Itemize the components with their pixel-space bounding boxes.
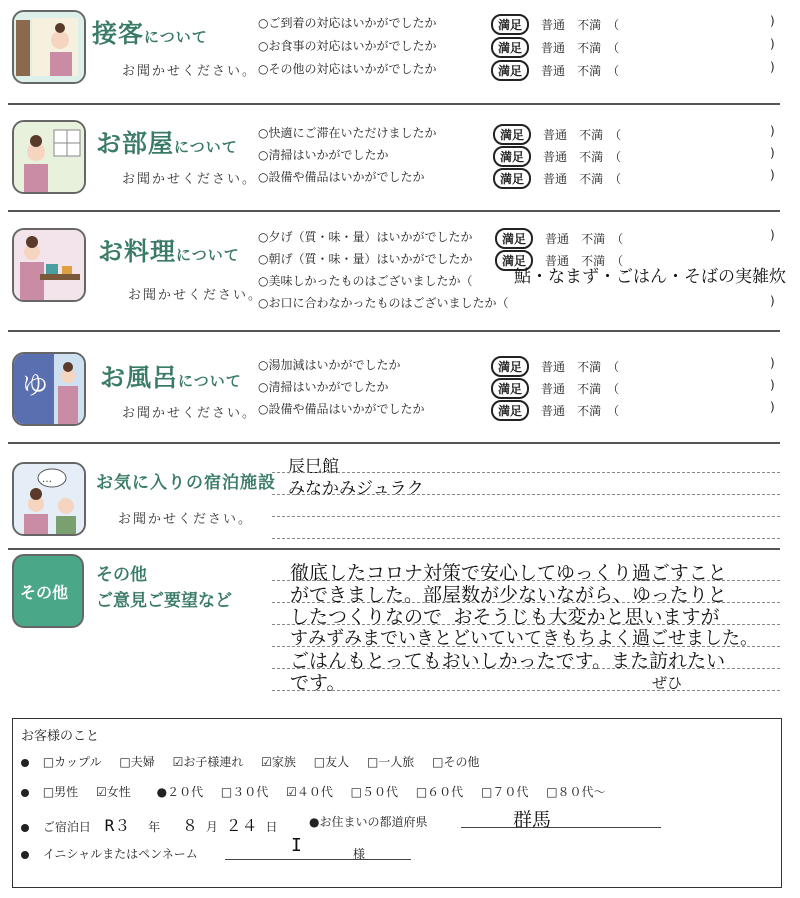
rating-good-circled[interactable]: 満足 xyxy=(495,250,533,271)
section-divider xyxy=(8,442,780,444)
comment-line[interactable]: ごはんもとってもおいしかったです。また訪れたい xyxy=(290,650,726,672)
paren-close: ) xyxy=(770,168,775,182)
stay-month-field[interactable]: ８ xyxy=(181,816,198,835)
checkbox-option[interactable]: □一人旅 xyxy=(366,755,415,769)
bullet-icon xyxy=(21,851,29,859)
favorite-entry[interactable]: みなかみジュラク xyxy=(288,479,424,499)
favorite-illustration xyxy=(12,462,86,536)
section-subtitle: お聞かせください。 xyxy=(128,288,264,303)
checkbox-option[interactable]: □３０代 xyxy=(220,785,269,799)
rating-good-circled[interactable]: 満足 xyxy=(493,146,531,167)
rating-options[interactable]: 満足 普通 不満 （ xyxy=(496,60,619,81)
bath-illustration xyxy=(12,352,86,426)
question-text: ○朝げ（質・味・量）はいかがでしたか xyxy=(258,252,473,266)
checkbox-option[interactable]: □５０代 xyxy=(350,785,399,799)
month-unit: 月 xyxy=(205,820,218,834)
paren-close: ) xyxy=(770,37,775,51)
bullet-icon xyxy=(21,759,29,767)
question-text: ○設備や備品はいかがでしたか xyxy=(258,170,425,184)
gender-age-row xyxy=(21,783,620,800)
section-subtitle: お聞かせください。 xyxy=(122,64,258,79)
paren-close: ) xyxy=(770,356,775,370)
section-title-bath: お風呂について xyxy=(100,363,242,392)
question-text: ○美味しかったものはございましたか（ xyxy=(258,274,473,288)
initial-underline xyxy=(225,859,411,860)
stay-day-field[interactable]: ２４ xyxy=(225,816,258,835)
rating-options[interactable]: 満足 普通 不満 （ xyxy=(496,400,619,421)
comment-insertion[interactable]: ぜひ xyxy=(652,674,683,692)
reception-illustration xyxy=(12,10,86,84)
prefecture-field[interactable]: 群馬 xyxy=(513,809,552,831)
checkbox-option[interactable]: ☑家族 xyxy=(261,755,296,769)
rating-good-circled[interactable]: 満足 xyxy=(493,124,531,145)
rating-good-circled[interactable]: 満足 xyxy=(491,400,529,421)
stay-era-field[interactable]: R３ xyxy=(104,816,131,835)
rating-good-circled[interactable]: 満足 xyxy=(491,14,529,35)
section-divider xyxy=(8,330,780,332)
rating-good-circled[interactable]: 満足 xyxy=(491,60,529,81)
initial-field[interactable]: I xyxy=(291,835,302,856)
rating-good-circled[interactable]: 満足 xyxy=(491,356,529,377)
write-line xyxy=(272,690,780,691)
other-title: その他 xyxy=(96,565,147,585)
checkbox-option[interactable]: □カップル xyxy=(42,755,102,769)
comment-line[interactable]: 徹底したコロナ対策で安心してゆっくり過ごすこと xyxy=(290,562,727,584)
rating-options[interactable]: 満足 普通 不満 （ xyxy=(496,14,619,35)
initial-label: イニシャルまたはペンネーム xyxy=(42,847,198,861)
honorific: 様 xyxy=(353,847,366,861)
rating-options[interactable]: 満足 普通 不満 （ xyxy=(498,146,621,167)
question-text: ○その他の対応はいかがでしたか xyxy=(258,62,437,76)
day-unit: 日 xyxy=(265,820,278,834)
checkbox-option[interactable]: □友人 xyxy=(313,755,350,769)
checkbox-option[interactable]: □その他 xyxy=(432,755,480,769)
stay-date-row xyxy=(21,813,278,836)
checkbox-option[interactable]: □７０代 xyxy=(481,785,529,799)
checkbox-option[interactable]: ☑女性 xyxy=(96,785,131,799)
section-title-reception: 接客について xyxy=(92,19,208,48)
checkbox-option[interactable]: □男性 xyxy=(42,785,79,799)
rating-options[interactable]: 満足 普通 不満 （ xyxy=(498,168,621,189)
question-text: ○湯加減はいかがでしたか xyxy=(258,358,401,372)
companion-row xyxy=(21,753,493,770)
section-divider xyxy=(8,210,780,212)
comment-line[interactable]: ができました。部屋数が少ないながら、ゆったりと xyxy=(290,584,727,606)
section-subtitle: お聞かせください。 xyxy=(122,172,258,187)
section-divider xyxy=(8,548,780,550)
section-title-favorite: お気に入りの宿泊施設 xyxy=(96,473,276,493)
rating-good-circled[interactable]: 満足 xyxy=(491,37,529,58)
question-text: ○夕げ（質・味・量）はいかがでしたか xyxy=(258,230,473,244)
paren-close: ) xyxy=(770,14,775,28)
customer-heading: お客様のこと xyxy=(21,729,100,744)
write-line xyxy=(272,494,780,495)
question-text: ○設備や備品はいかがでしたか xyxy=(258,402,425,416)
paren-close: ) xyxy=(770,124,775,138)
stay-date-label: ご宿泊日 xyxy=(42,820,91,834)
meal-illustration xyxy=(12,228,86,302)
paren-close: ) xyxy=(770,400,775,414)
checkbox-option[interactable]: ☑４０代 xyxy=(286,785,333,799)
section-subtitle: お聞かせください。 xyxy=(118,512,254,527)
comment-line[interactable]: です。 xyxy=(290,672,346,694)
svg-text:ゆ: ゆ xyxy=(22,371,49,401)
question-text: ○清掃はいかがでしたか xyxy=(258,148,389,162)
checkbox-option[interactable]: ●２０代 xyxy=(156,785,204,799)
rating-options[interactable]: 満足 普通 不満 （ xyxy=(496,356,619,377)
paren-close: ) xyxy=(770,146,775,160)
write-line xyxy=(272,538,780,539)
rating-options[interactable]: 満足 普通 不満 （ xyxy=(496,37,619,58)
svg-text:…: … xyxy=(42,474,52,485)
question-text: ○ご到着の対応はいかがでしたか xyxy=(258,16,437,30)
rating-good-circled[interactable]: 満足 xyxy=(491,378,529,399)
paren-close: ) xyxy=(770,294,775,308)
section-subtitle: お聞かせください。 xyxy=(122,406,258,421)
favorite-entry[interactable]: 辰巳館 xyxy=(288,457,339,477)
question-text: ○お口に合わなかったものはございましたか（ xyxy=(258,296,509,310)
write-line xyxy=(272,516,780,517)
rating-good-circled[interactable]: 満足 xyxy=(493,168,531,189)
section-title-room: お部屋について xyxy=(96,129,238,158)
question-text: ○清掃はいかがでしたか xyxy=(258,380,389,394)
write-line xyxy=(272,472,780,473)
comment-line[interactable]: すみずみまでいきとどいていてきもちよく過ごせました。 xyxy=(290,628,758,649)
checkbox-option[interactable]: □６０代 xyxy=(415,785,464,799)
checkbox-option[interactable]: □８０代～ xyxy=(546,785,606,799)
customer-info-box xyxy=(12,718,782,888)
paren-close: ) xyxy=(770,228,775,242)
bullet-icon xyxy=(21,824,29,832)
prefecture-label: ●お住まいの都道府県 xyxy=(309,815,428,829)
favorite-food-answer[interactable]: 鮎・なまず・ごはん・そばの実雑炊 xyxy=(514,267,786,287)
comment-line[interactable]: したつくりなので おそうじも大変かと思いますが xyxy=(290,606,720,628)
checkbox-option[interactable]: ☑お子様連れ xyxy=(172,755,244,769)
section-divider xyxy=(8,103,780,105)
paren-close: ) xyxy=(770,378,775,392)
question-text: ○お食事の対応はいかがでしたか xyxy=(258,39,437,53)
year-unit: 年 xyxy=(148,820,161,834)
bullet-icon xyxy=(21,789,29,797)
room-illustration xyxy=(12,120,86,194)
prefecture-underline xyxy=(461,827,661,828)
initial-row xyxy=(21,845,198,862)
rating-good-circled[interactable]: 満足 xyxy=(495,228,533,249)
rating-options[interactable]: 満足 普通 不満 （ xyxy=(500,228,623,249)
rating-options[interactable]: 満足 普通 不満 （ xyxy=(500,250,623,271)
rating-options[interactable]: 満足 普通 不満 （ xyxy=(498,124,621,145)
rating-options[interactable]: 満足 普通 不満 （ xyxy=(496,378,619,399)
paren-close: ) xyxy=(770,60,775,74)
question-text: ○快適にご滞在いただけましたか xyxy=(258,126,437,140)
checkbox-option[interactable]: □夫婦 xyxy=(119,755,155,769)
section-title-meal: お料理について xyxy=(98,237,240,266)
other-badge: その他 xyxy=(12,554,84,628)
other-subtitle: ご意見ご要望など xyxy=(96,591,232,611)
